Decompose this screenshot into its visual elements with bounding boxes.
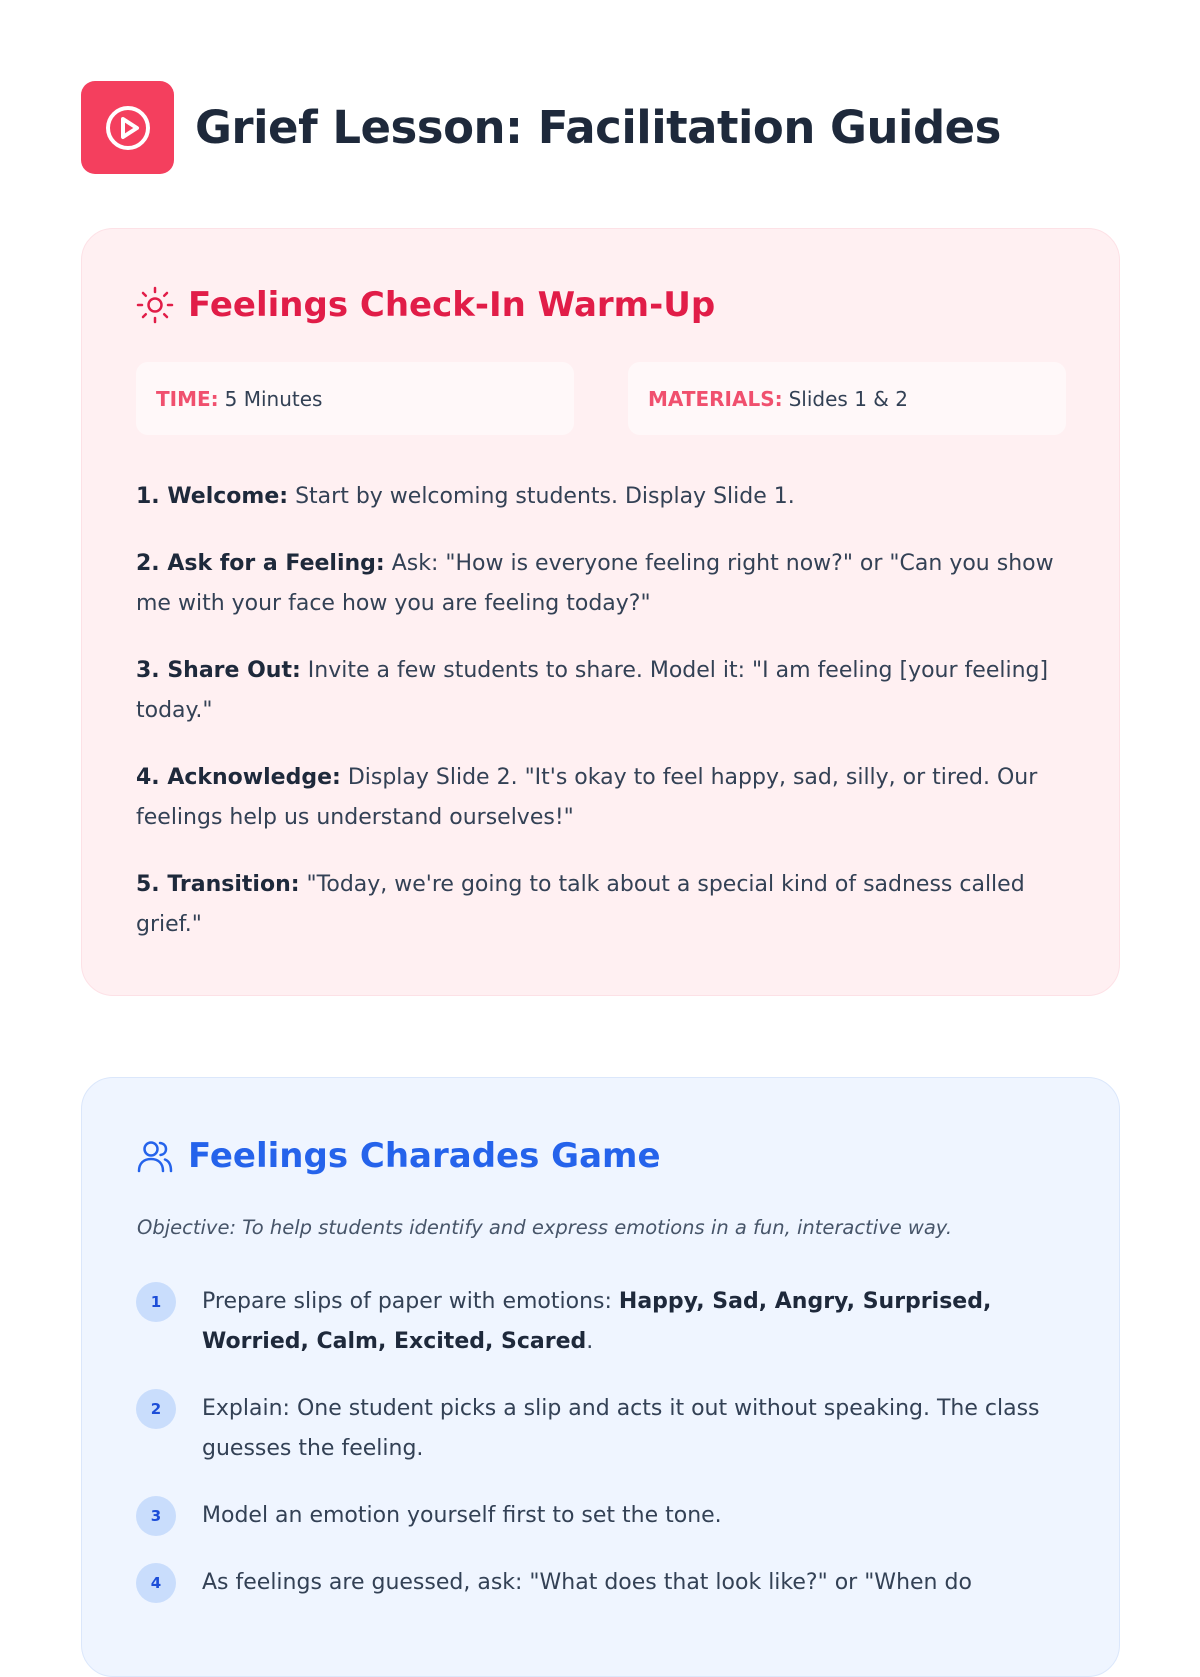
warmup-step: 1. Welcome: Start by welcoming students. Display Slide 1. [136,484,795,509]
warmup-title: Feelings Check-In Warm-Up [188,285,716,325]
list-item: 2 Explain: One student picks a slip and acts it out without speaking. The class guesses the feeling. [136,1389,1056,1469]
warmup-step: 5. Transition: "Today, we're going to talk about a special kind of sadness called grief." [136,872,1025,937]
materials-value: Slides 1 & 2 [788,386,908,411]
step-number: 2 [136,1389,176,1429]
charades-steps [136,1282,1056,1630]
time-info [136,362,574,435]
logo [81,81,174,174]
warmup-step: 2. Ask for a Feeling: Ask: "How is everyone feeling right now?" or "Can you show me with your face how you are feeling today?" [136,551,1054,616]
step-number: 3 [136,1496,176,1536]
time-value: 5 Minutes [224,386,323,411]
materials-info [628,362,1066,435]
list-item: 3 Model an emotion yourself first to set the tone. [136,1496,1056,1536]
warmup-header [136,285,715,325]
materials-label: MATERIALS: [648,386,783,411]
step-number: 4 [136,1563,176,1603]
charades-title: Feelings Charades Game [188,1136,661,1176]
warmup-step: 4. Acknowledge: Display Slide 2. "It's okay to feel happy, sad, silly, or tired. Our feelings help us understand ourselves!" [136,765,1038,830]
list-item: 4 As feelings are guessed, ask: "What does that look like?" or "When do [136,1563,1056,1603]
warmup-steps [136,477,1056,972]
warmup-step: 3. Share Out: Invite a few students to share. Model it: "I am feeling [your feeling] today." [136,658,1049,723]
page-title: Grief Lesson: Facilitation Guides [195,101,1001,154]
warmup-card [81,228,1120,996]
charades-header [136,1136,661,1176]
charades-objective: Objective: To help students identify and express emotions in a fun, interactive way. [137,1216,953,1239]
time-label: TIME: [156,386,219,411]
step-number: 1 [136,1282,176,1322]
sun-icon [136,286,174,324]
play-circle-icon [103,103,153,153]
page-header [81,81,1001,174]
users-icon [136,1137,174,1175]
list-item: 1 Prepare slips of paper with emotions: Happy, Sad, Angry, Surprised, Worried, Calm, Excited, Scared. [136,1282,1056,1362]
charades-card [81,1077,1120,1677]
